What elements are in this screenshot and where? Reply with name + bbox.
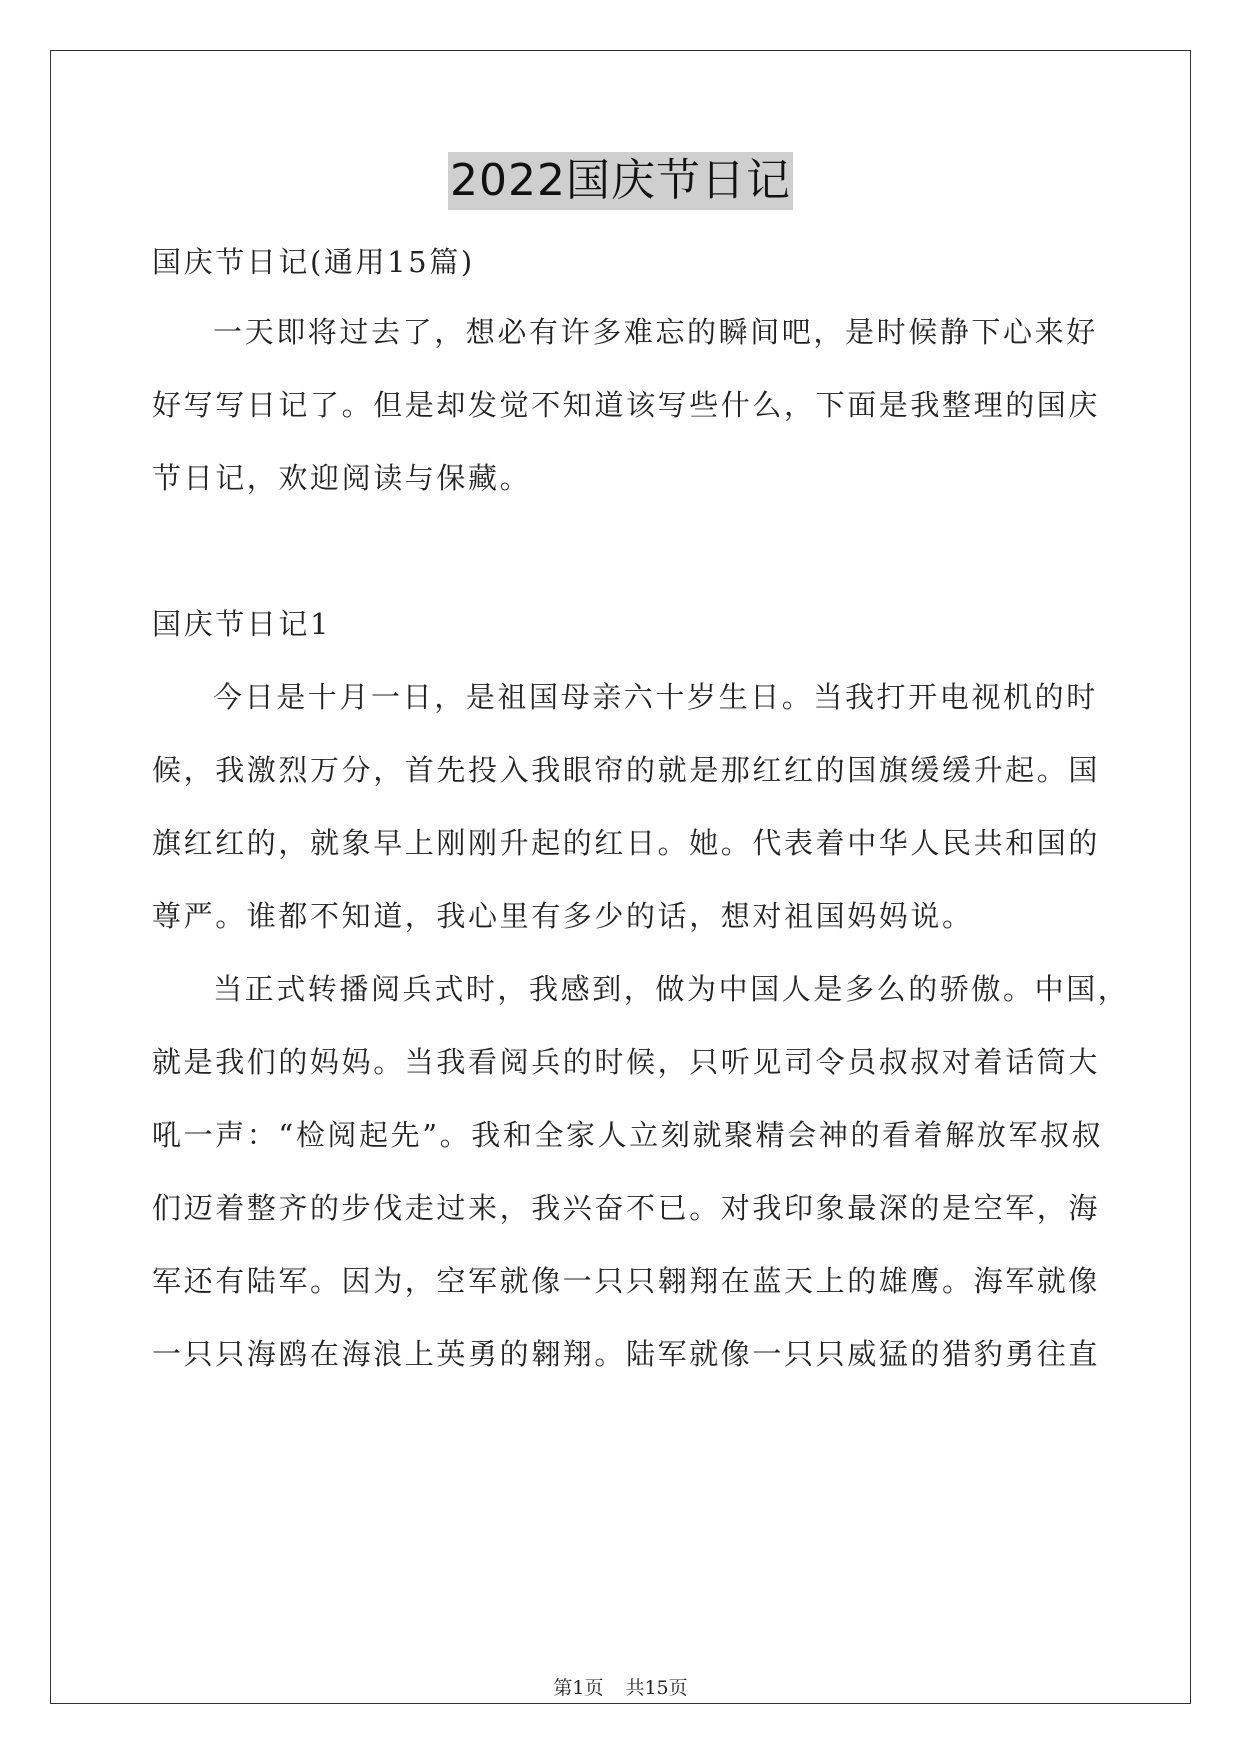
paragraph-line: 尊严。谁都不知道，我心里有多少的话，想对祖国妈妈说。 <box>152 899 974 933</box>
paragraph-line: 吼一声：“检阅起先”。我和全家人立刻就聚精会神的看着解放军叔叔 <box>152 1118 1104 1152</box>
page-footer <box>0 1676 1241 1700</box>
paragraph-line: 就是我们的妈妈。当我看阅兵的时候，只听见司令员叔叔对着话筒大 <box>152 1045 1101 1079</box>
title-container <box>0 152 1241 210</box>
paragraph-line: 旗红红的，就象早上刚刚升起的红日。她。代表着中华人民共和国的 <box>152 826 1101 860</box>
page-border <box>50 50 1191 1704</box>
page-number-current: 第1页 <box>553 1677 604 1699</box>
paragraph-line: 今日是十月一日，是祖国母亲六十岁生日。当我打开电视机的时 <box>213 680 1098 714</box>
paragraph-line: 当正式转播阅兵式时，我感到，做为中国人是多么的骄傲。中国， <box>213 972 1130 1006</box>
paragraph-line: 一只只海鸥在海浪上英勇的翱翔。陆军就像一只只威猛的猎豹勇往直 <box>152 1337 1101 1371</box>
section-heading: 国庆节日记1 <box>152 607 332 641</box>
intro-line: 节日记，欢迎阅读与保藏。 <box>152 461 532 495</box>
intro-line: 一天即将过去了，想必有许多难忘的瞬间吧，是时候静下心来好 <box>213 315 1098 349</box>
document-title: 2022国庆节日记 <box>448 152 793 210</box>
intro-line: 好写写日记了。但是却发觉不知道该写些什么，下面是我整理的国庆 <box>152 388 1101 422</box>
page-number-total: 共15页 <box>625 1677 688 1699</box>
paragraph-line: 候，我激烈万分，首先投入我眼帘的就是那红红的国旗缓缓升起。国 <box>152 753 1101 787</box>
paragraph-line: 军还有陆军。因为，空军就像一只只翱翔在蓝天上的雄鹰。海军就像 <box>152 1264 1101 1298</box>
paragraph-line: 们迈着整齐的步伐走过来，我兴奋不已。对我印象最深的是空军，海 <box>152 1191 1101 1225</box>
document-subtitle: 国庆节日记(通用15篇) <box>152 245 475 279</box>
